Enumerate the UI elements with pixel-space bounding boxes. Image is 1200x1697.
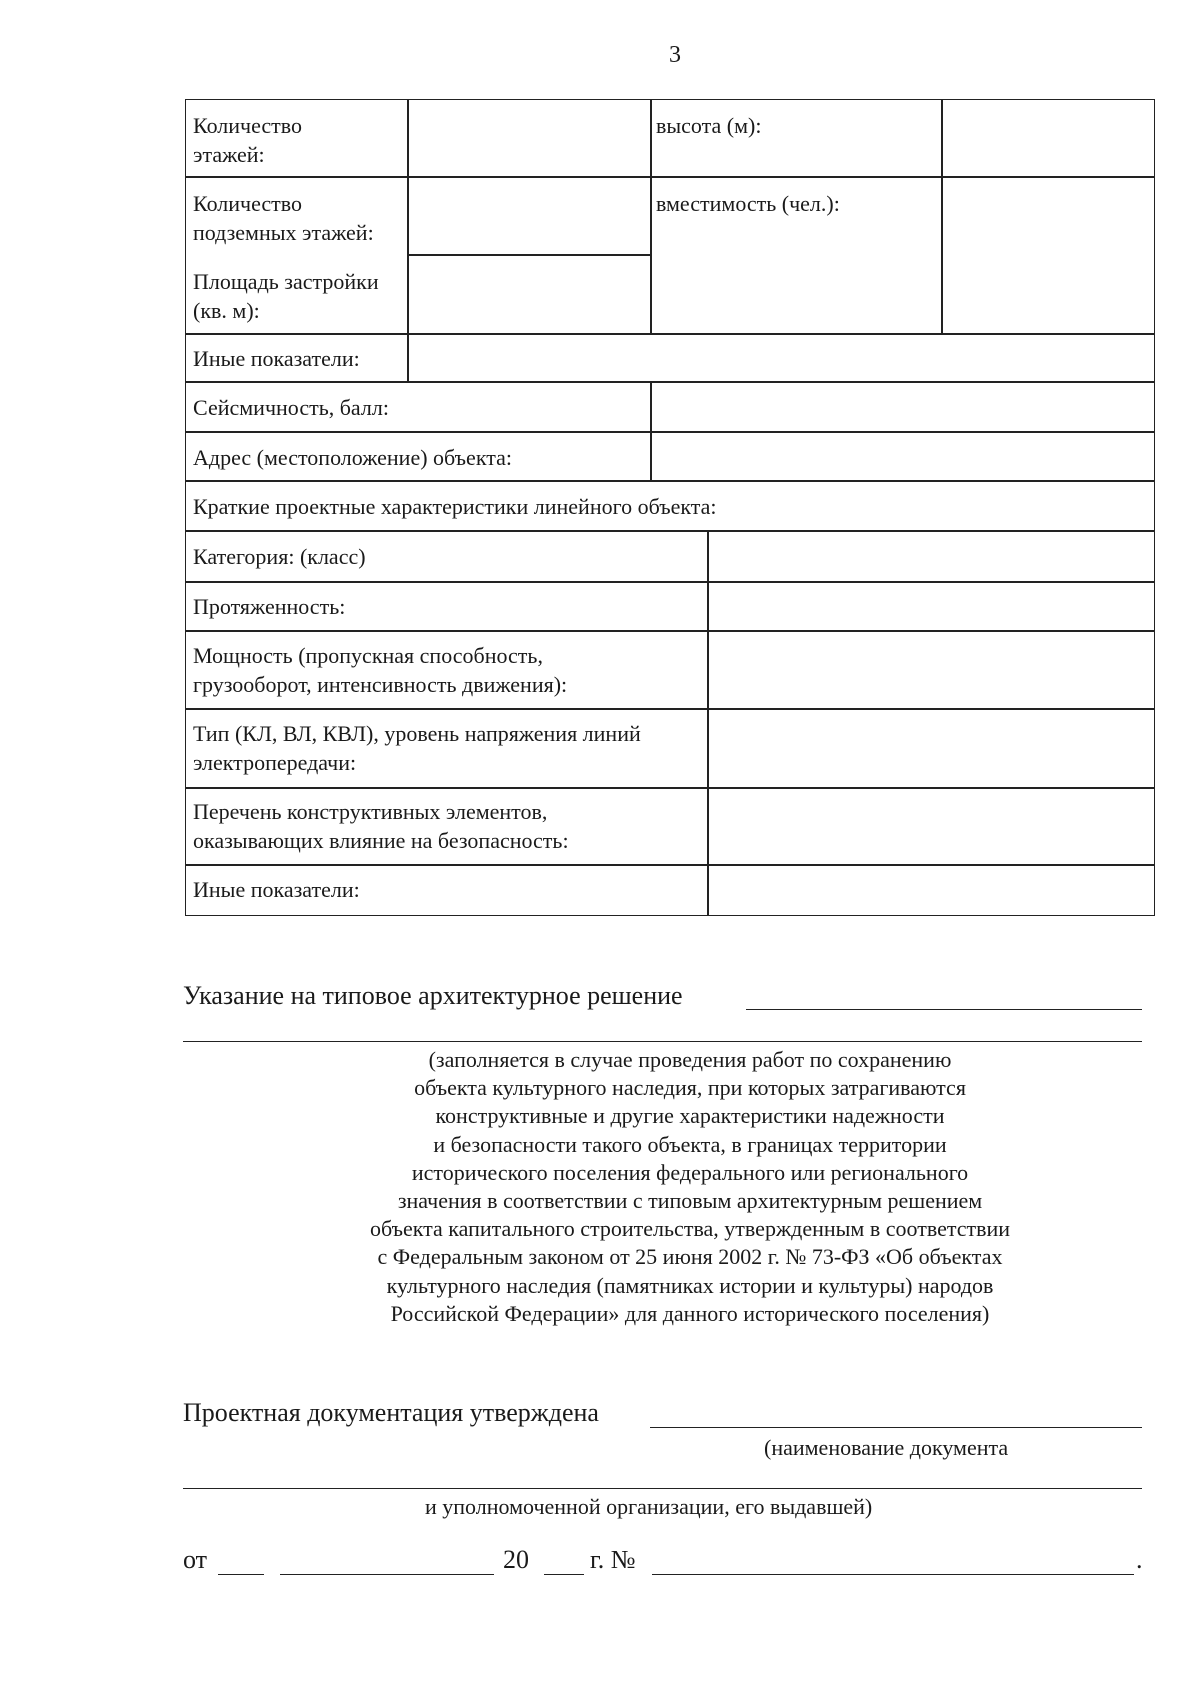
height-label: высота (м): [656, 113, 762, 138]
date-year-field[interactable] [544, 1574, 584, 1575]
date-month-field[interactable] [280, 1574, 494, 1575]
approval-document-field[interactable] [650, 1427, 1142, 1428]
other-indicators-2-label: Иные показатели: [193, 877, 360, 902]
typical-solution-field-line-2[interactable] [183, 1041, 1142, 1042]
length-label: Протяженность: [193, 594, 346, 619]
floors-label: Количество этажей: [193, 113, 303, 167]
typical-solution-label: Указание на типовое архитектурное решение [183, 981, 683, 1010]
approval-organization-field[interactable] [183, 1488, 1142, 1489]
line-type-label: Тип (КЛ, ВЛ, КВЛ), уровень напряжения линий электропередачи: [193, 721, 641, 775]
approval-hint-document: (наименование документа [764, 1435, 1009, 1460]
underground-floors-label: Количество подземных этажей: [193, 191, 374, 245]
capacity-label: вместимость (чел.): [656, 191, 840, 216]
typical-solution-field[interactable] [746, 1009, 1142, 1010]
year-number-label: г. № [590, 1545, 636, 1574]
structural-elements-label: Перечень конструктивных элементов, оказывающих влияние на безопасность: [193, 799, 569, 853]
typical-solution-note: (заполняется в случае проведения работ по сохранению объекта культурного наследия, при которых затрагиваются конструктивные и другие характеристики надежности и безопасности такого объекта, в границах территории исторического поселения федерального или регионального значения в соответствии с типовым архитектурным решением объекта капитального строительства, утвержденным в соответствии с Федеральным законом от 25 июня 2002 г. № 73-ФЗ «Об объектах культурного наследия (памятниках истории и культуры) народов Российской Федерации» для данного исторического поселения) [369, 1047, 1011, 1326]
approval-hint-organization: и уполномоченной организации, его выдавшей) [425, 1494, 873, 1519]
seismic-label: Сейсмичность, балл: [193, 395, 389, 420]
year-prefix: 20 [503, 1545, 529, 1574]
other-indicators-label: Иные показатели: [193, 346, 360, 371]
date-from-label: от [183, 1545, 208, 1574]
address-label: Адрес (местоположение) объекта: [193, 445, 512, 470]
document-number-field[interactable] [652, 1574, 1134, 1575]
power-label: Мощность (пропускная способность, грузооборот, интенсивность движения): [193, 643, 568, 697]
built-area-label: Площадь застройки (кв. м): [193, 269, 379, 323]
category-label: Категория: (класс) [193, 544, 366, 569]
linear-object-header: Краткие проектные характеристики линейного объекта: [193, 494, 717, 519]
page-number: 3 [669, 42, 681, 68]
date-day-field[interactable] [218, 1574, 264, 1575]
end-period: . [1136, 1545, 1143, 1574]
approval-label: Проектная документация утверждена [183, 1398, 599, 1427]
